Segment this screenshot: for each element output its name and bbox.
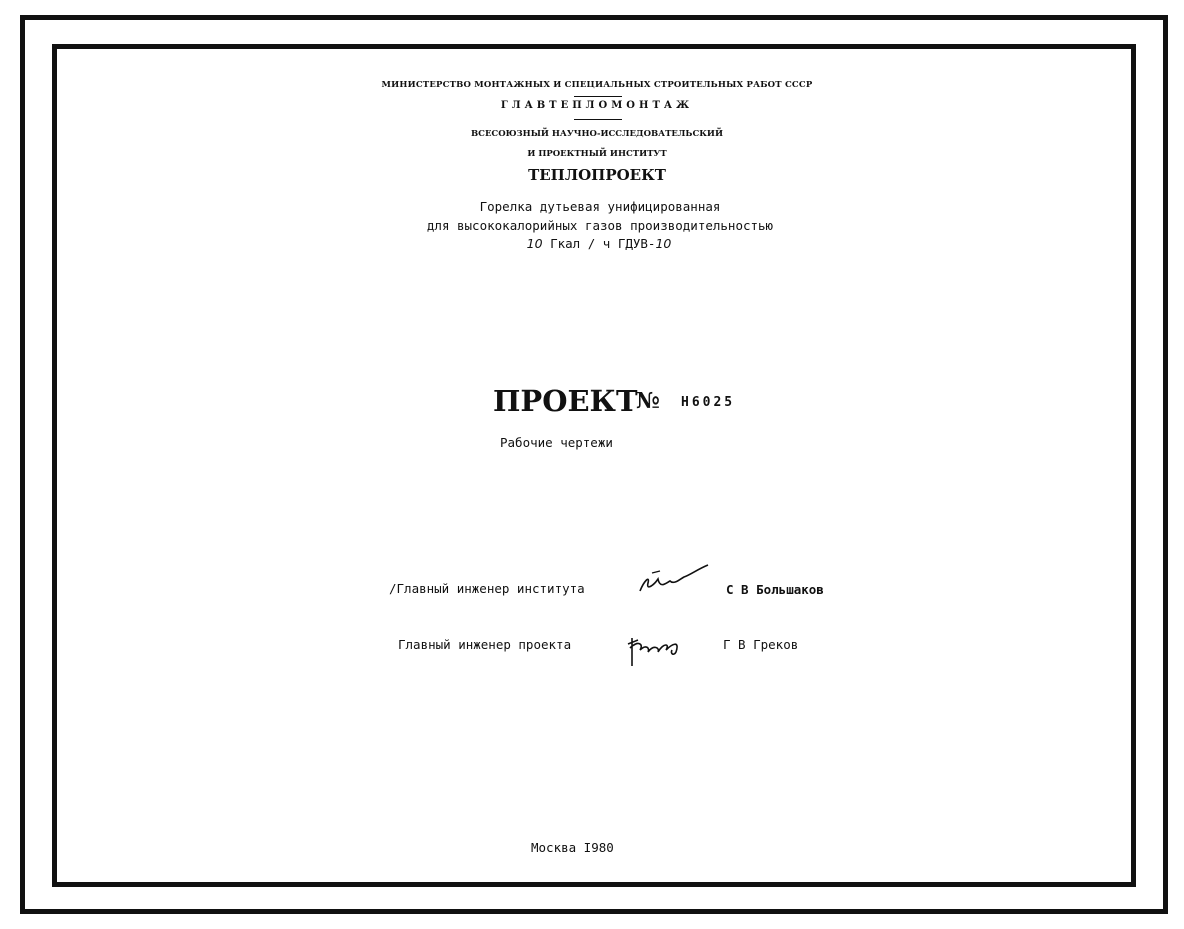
institute-line-2: И ПРОЕКТНЫЙ ИНСТИТУТ [527, 149, 667, 159]
city-year: Москва I980 [531, 840, 614, 855]
capacity-value: 10 [526, 236, 543, 251]
signatory-role: Главный инженер проекта [398, 637, 572, 652]
institute-line-1: ВСЕСОЮЗНЫЙ НАУЧНО-ИССЛЕДОВАТЕЛЬСКИЙ [471, 129, 723, 139]
subject-line-1: Горелка дутьевая унифицированная [479, 199, 721, 214]
project-subtitle: Рабочие чертежи [500, 435, 613, 450]
project-title: ПРОЕКТ [493, 384, 638, 418]
divider [574, 119, 622, 120]
signatory-role: /Главный инженер института [389, 581, 585, 596]
project-number: Н6025 [681, 395, 736, 410]
institute-name: ТЕПЛОПРОЕКТ [528, 166, 666, 184]
department-name: ГЛАВТЕПЛОМОНТАЖ [500, 100, 694, 111]
capacity-unit: Гкал / ч ГДУВ- [550, 236, 656, 251]
signatory-name: С В Большаков [726, 582, 824, 597]
signature-image [624, 630, 688, 670]
ministry-line: МИНИСТЕРСТВО МОНТАЖНЫХ И СПЕЦИАЛЬНЫХ СТРОИТЕЛЬНЫХ РАБОТ СССР [381, 80, 813, 90]
number-sign: № [636, 388, 660, 414]
subject-line-3 [527, 236, 672, 251]
signature-image [636, 561, 712, 597]
model-suffix: 10 [655, 236, 672, 251]
subject-line-2: для высококалорийных газов производительностью [426, 218, 774, 233]
signatory-name: Г В Греков [723, 637, 799, 652]
divider [574, 96, 622, 97]
